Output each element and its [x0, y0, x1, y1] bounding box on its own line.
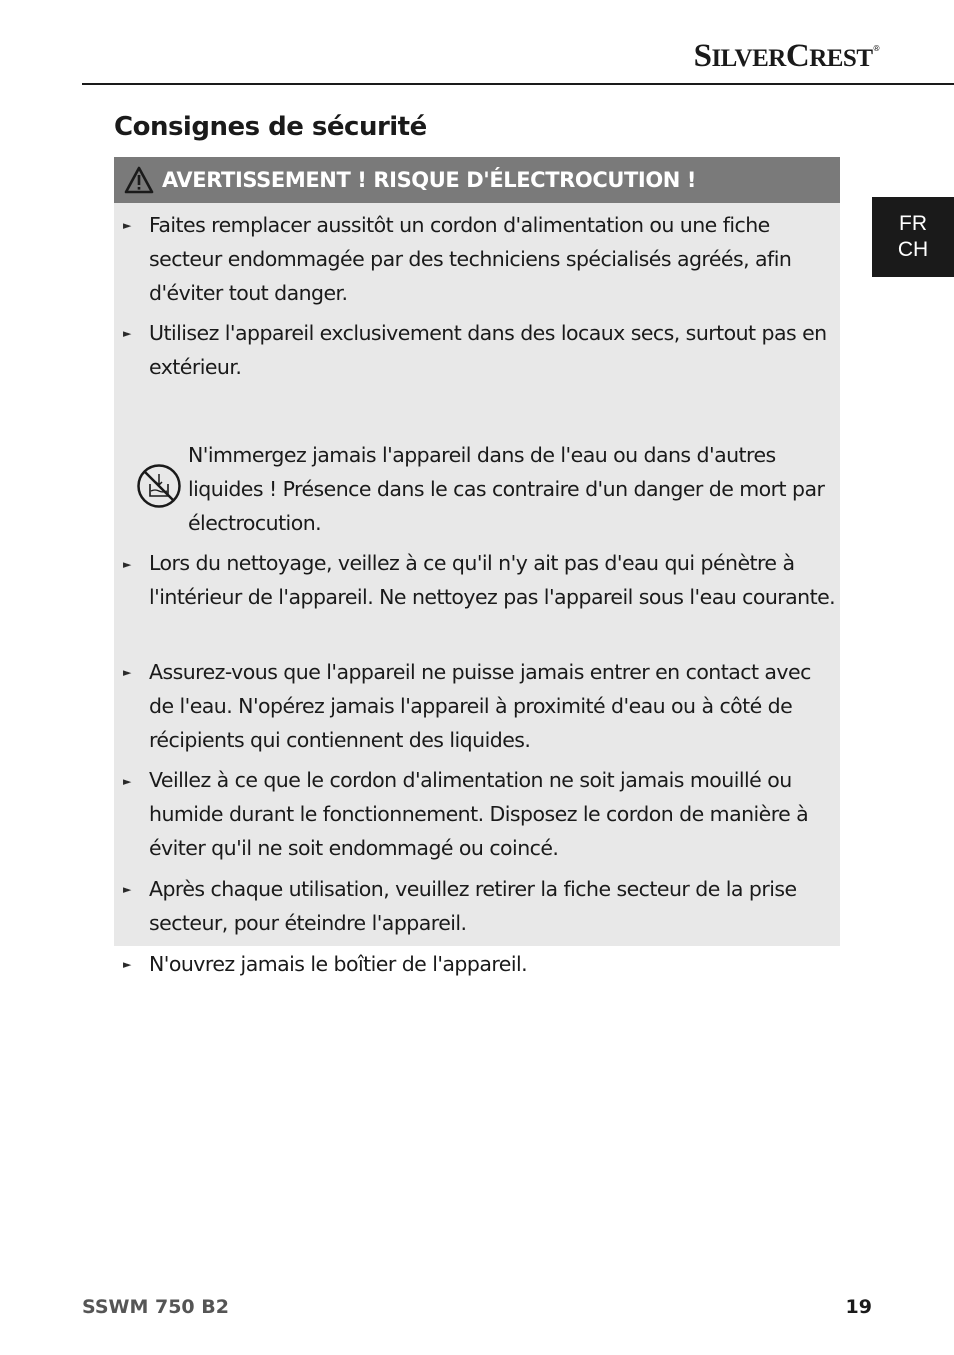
- header-rule: [82, 83, 954, 85]
- bullet-arrow-icon: ►: [123, 958, 132, 971]
- page-number: 19: [845, 1296, 872, 1318]
- list-item-text: Après chaque utilisation, veuillez retirer la fiche secteur de la prise secteur, pour éteindre l'appareil.: [149, 877, 797, 935]
- bullet-arrow-icon: ►: [123, 666, 132, 679]
- bullet-arrow-icon: ►: [123, 558, 132, 571]
- footer-model: SSWM 750 B2: [82, 1296, 229, 1318]
- bullet-arrow-icon: ►: [123, 775, 132, 788]
- warning-heading: AVERTISSEMENT ! RISQUE D'ÉLECTROCUTION !: [162, 168, 697, 192]
- list-item-text: N'ouvrez jamais le boîtier de l'appareil.: [149, 952, 528, 976]
- list-item-text: Lors du nettoyage, veillez à ce qu'il n'y ait pas d'eau qui pénètre à l'intérieur de l'appareil. Ne nettoyez pas l'appareil sous l'eau courante.: [149, 551, 836, 609]
- lang-tab-line-2: CH: [897, 238, 929, 261]
- warning-triangle-icon: [124, 166, 154, 194]
- lang-tab-line-1: FR: [899, 212, 927, 235]
- warning-header: [114, 157, 840, 203]
- brand-logo: SILVERCREST®: [693, 38, 880, 74]
- list-item-text: Utilisez l'appareil exclusivement dans des locaux secs, surtout pas en extérieur.: [149, 321, 827, 379]
- immersion-note: N'immergez jamais l'appareil dans de l'eau ou dans d'autres liquides ! Présence dans le cas contraire d'un danger de mort par électrocution.: [188, 443, 825, 535]
- bullet-arrow-icon: ►: [123, 327, 132, 340]
- list-item-text: Veillez à ce que le cordon d'alimentation ne soit jamais mouillé ou humide durant le fonctionnement. Disposez le cordon de manière à éviter qu'il ne soit endommagé ou coincé.: [149, 768, 809, 860]
- language-tab: [872, 197, 954, 277]
- do-not-immerse-icon: [136, 463, 182, 509]
- list-item-text: Assurez-vous que l'appareil ne puisse jamais entrer en contact avec de l'eau. N'opérez jamais l'appareil à proximité d'eau ou à côté de récipients qui contiennent des liquides.: [149, 660, 811, 752]
- section-title: Consignes de sécurité: [114, 112, 427, 142]
- bullet-arrow-icon: ►: [123, 883, 132, 896]
- list-item-text: Faites remplacer aussitôt un cordon d'alimentation ou une fiche secteur endommagée par des techniciens spécialisés agréés, afin d'éviter tout danger.: [149, 213, 792, 305]
- bullet-arrow-icon: ►: [123, 219, 132, 232]
- warning-box: [114, 157, 840, 976]
